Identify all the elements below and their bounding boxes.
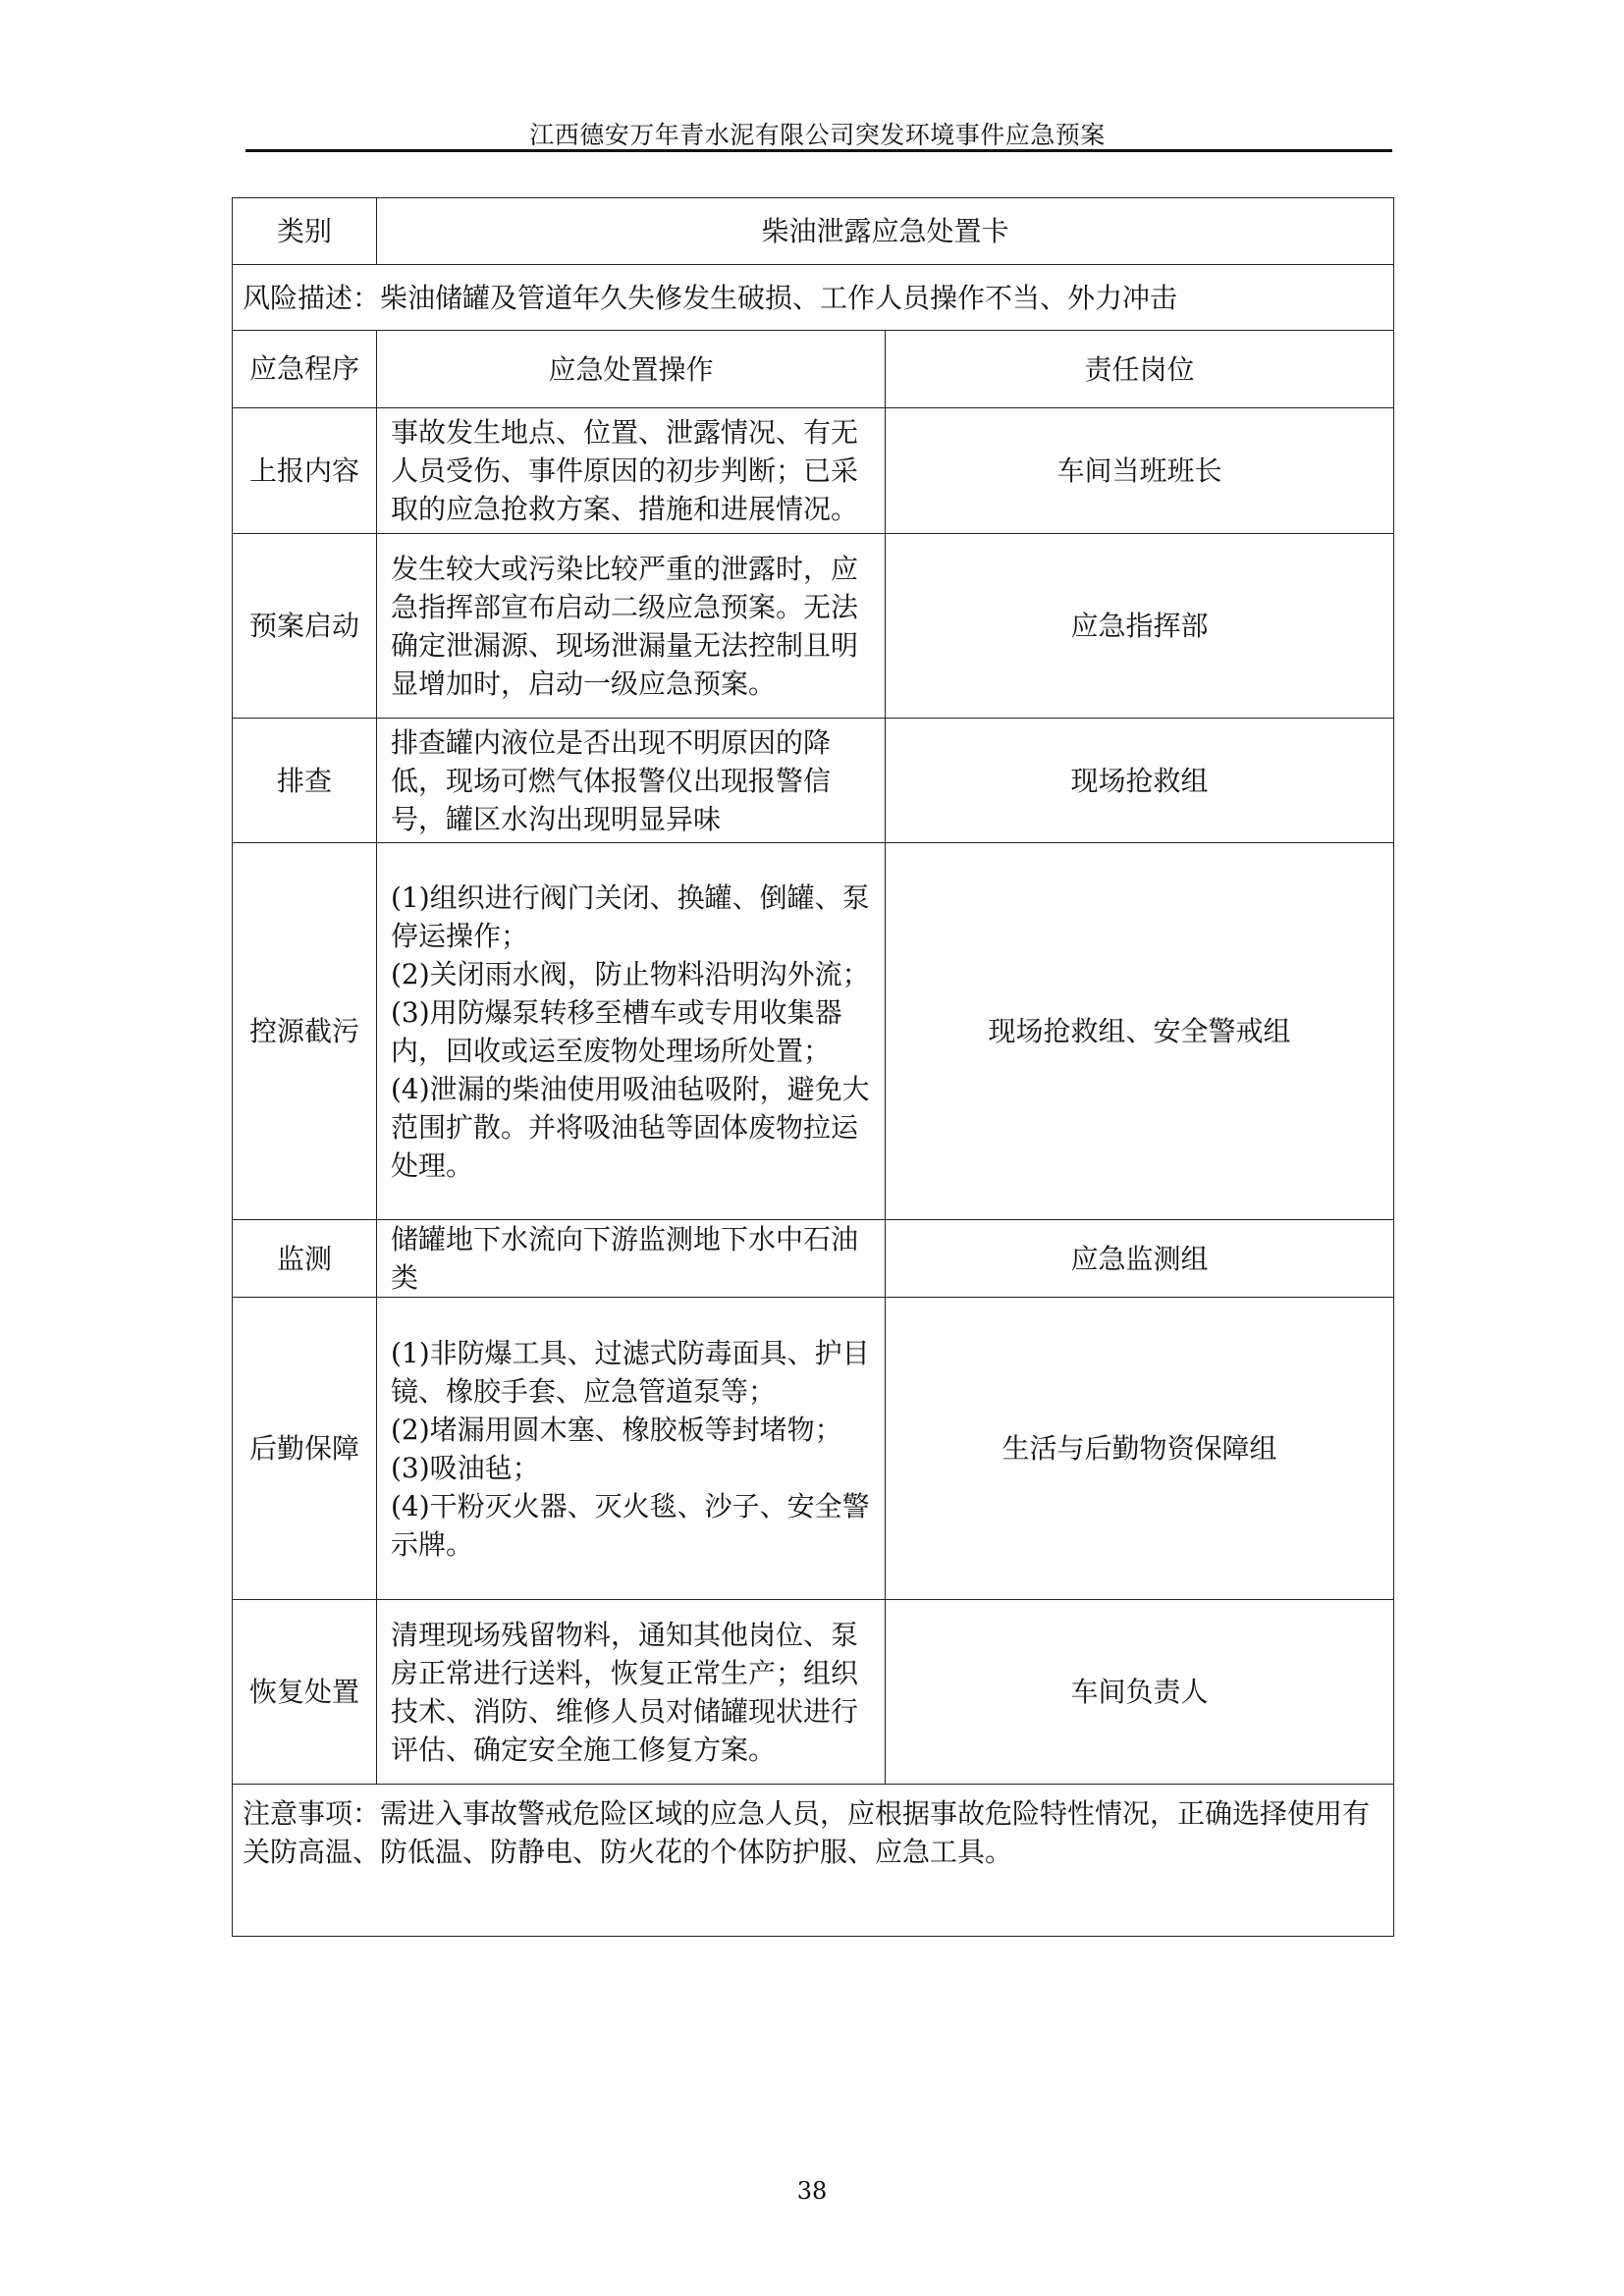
procedure-cell: 上报内容 [233, 408, 377, 534]
column-header-operation: 应急处置操作 [377, 331, 886, 408]
procedure-cell: 恢复处置 [233, 1600, 377, 1785]
operation-cell [377, 1298, 886, 1600]
operation-line: 储罐地下水流向下游监测地下水中石油类 [391, 1223, 859, 1294]
column-header-responsible: 责任岗位 [886, 331, 1394, 408]
table-row [233, 719, 1394, 843]
operation-line: 清理现场残留物料，通知其他岗位、泵房正常进行送料，恢复正常生产；组织技术、消防、维修人员对储罐现状进行评估、确定安全施工修复方案。 [391, 1618, 859, 1766]
responsible-cell: 应急监测组 [886, 1220, 1394, 1298]
responsible-cell: 现场抢救组 [886, 719, 1394, 843]
table-row [233, 1220, 1394, 1298]
responsible-cell: 生活与后勤物资保障组 [886, 1298, 1394, 1600]
operation-cell [377, 719, 886, 843]
procedure-cell: 预案启动 [233, 534, 377, 719]
operation-cell [377, 843, 886, 1220]
column-header-procedure: 应急程序 [233, 331, 377, 408]
document-header-title: 江西德安万年青水泥有限公司突发环境事件应急预案 [529, 121, 1106, 149]
table-row [233, 1600, 1394, 1785]
table-row [233, 534, 1394, 719]
procedure-cell: 排查 [233, 719, 377, 843]
procedure-cell: 控源截污 [233, 843, 377, 1220]
operation-line: (4)干粉灭火器、灭火毯、沙子、安全警示牌。 [391, 1489, 870, 1561]
risk-description-row [233, 265, 1394, 331]
emergency-response-card [232, 197, 1394, 1937]
notes-row [233, 1785, 1394, 1937]
page-number: 38 [796, 2177, 828, 2205]
operation-line: (3)吸油毡； [391, 1451, 540, 1484]
procedure-cell: 后勤保障 [233, 1298, 377, 1600]
operation-cell [377, 534, 886, 719]
table-row [233, 408, 1394, 534]
notes: 注意事项：需进入事故警戒危险区域的应急人员，应根据事故危险特性情况，正确选择使用有关防高温、防低温、防静电、防火花的个体防护服、应急工具。 [233, 1785, 1394, 1937]
header-rule [245, 149, 1392, 152]
column-header-row [233, 331, 1394, 408]
operation-line: (3)用防爆泵转移至槽车或专用收集器内，回收或运至废物处理场所处置； [391, 995, 842, 1067]
operation-line: (2)关闭雨水阀，防止物料沿明沟外流； [391, 957, 870, 990]
category-label: 类别 [233, 198, 377, 265]
operation-cell [377, 1600, 886, 1785]
table-row [233, 843, 1394, 1220]
responsible-cell: 应急指挥部 [886, 534, 1394, 719]
operation-line: 发生较大或污染比较严重的泄露时，应急指挥部宣布启动二级应急预案。无法确定泄漏源、现场泄漏量无法控制且明显增加时，启动一级应急预案。 [391, 552, 859, 700]
responsible-cell: 现场抢救组、安全警戒组 [886, 843, 1394, 1220]
responsible-cell: 车间负责人 [886, 1600, 1394, 1785]
operation-line: (4)泄漏的柴油使用吸油毡吸附，避免大范围扩散。并将吸油毡等固体废物拉运处理。 [391, 1072, 870, 1182]
card-title: 柴油泄露应急处置卡 [377, 198, 1394, 265]
operation-line: (1)非防爆工具、过滤式防毒面具、护目镜、橡胶手套、应急管道泵等； [391, 1336, 870, 1408]
operation-line: 事故发生地点、位置、泄露情况、有无人员受伤、事件原因的初步判断；已采取的应急抢救方案、措施和进展情况。 [391, 416, 859, 525]
operation-cell [377, 408, 886, 534]
operation-line: (2)堵漏用圆木塞、橡胶板等封堵物； [391, 1413, 842, 1446]
procedure-cell: 监测 [233, 1220, 377, 1298]
operation-line: (1)组织进行阀门关闭、换罐、倒罐、泵停运操作； [391, 881, 870, 952]
operation-line: 排查罐内液位是否出现不明原因的降低，现场可燃气体报警仪出现报警信号，罐区水沟出现明显异味 [391, 725, 832, 835]
operation-cell [377, 1220, 886, 1298]
card-title-row [233, 198, 1394, 265]
risk-description: 风险描述：柴油储罐及管道年久失修发生破损、工作人员操作不当、外力冲击 [233, 265, 1394, 331]
table-row [233, 1298, 1394, 1600]
responsible-cell: 车间当班班长 [886, 408, 1394, 534]
